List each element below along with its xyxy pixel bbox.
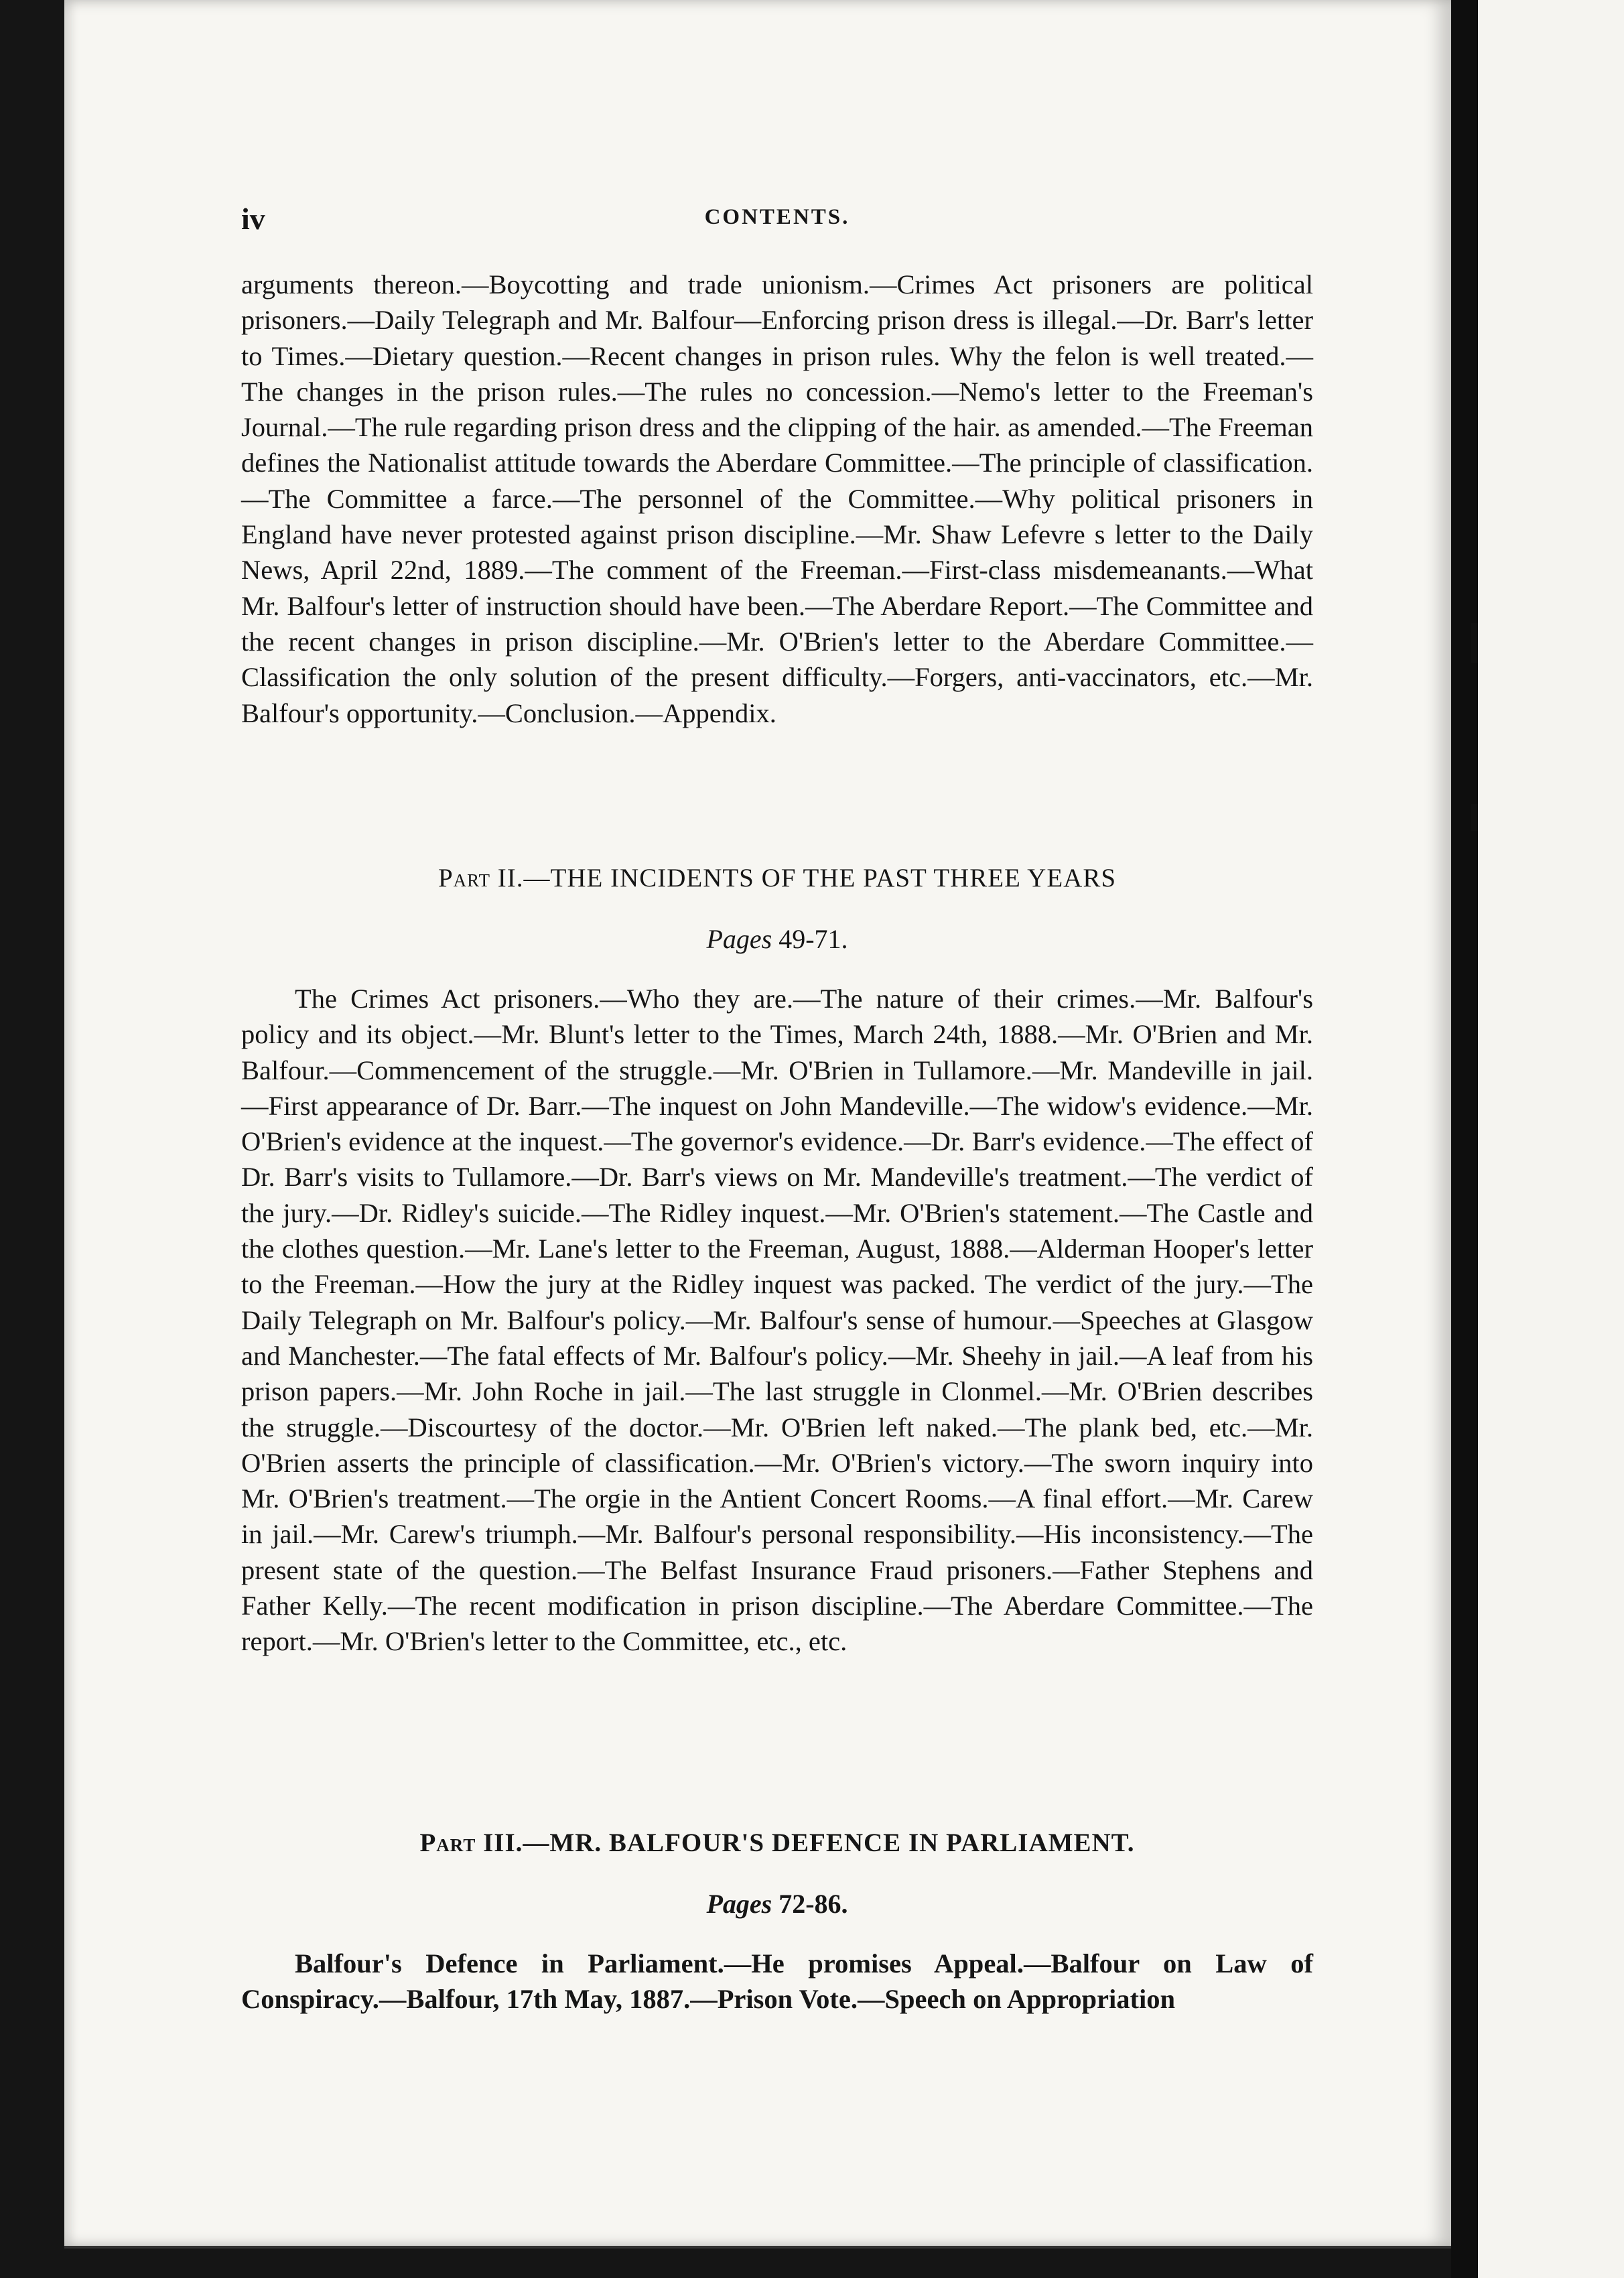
part1-continuation-paragraph: arguments thereon.—Boycotting and trade unionism.—Crimes Act prisoners are political prisoners.—Daily Telegraph and Mr. Balfour—Enforcing prison dress is illegal.—Dr. Barr's letter to Times.—Dietary question.—Recent changes in prison rules. Why the felon is well treated.—The changes in the prison rules.—The rules no concession.—Nemo's letter to the Freeman's Journal.—The rule regarding prison dress and the clipping of the hair. as amended.—The Freeman defines the Nationalist attitude towards the Aberdare Committee.—The principle of classification.—The Committee a farce.—The personnel of the Committee.—Why political prisoners in England have never protested against prison discipline.—Mr. Shaw Lefevre s letter to the Daily News, April 22nd, 1889.—The comment of the Freeman.—First-class misdemeanants.—What Mr. Balfour's letter of instruction should have been.—The Aberdare Report.—The Committee and the recent changes in prison discipline.—Mr. O'Brien's letter to the Aberdare Committee.—Classification the only solution of the present difficulty.—Forgers, anti-vaccinators, etc.—Mr. Balfour's opportunity.—Conclusion.—Appendix.: [241, 269, 1313, 728]
part2-paragraph: The Crimes Act prisoners.—Who they are.—The nature of their crimes.—Mr. Balfour's policy and its object.—Mr. Blunt's letter to the Times, March 24th, 1888.—Mr. O'Brien and Mr. Balfour.—Commencement of the struggle.—Mr. O'Brien in Tullamore.—Mr. Mandeville in jail.—First appearance of Dr. Barr.—The inquest on John Mandeville.—The widow's evidence.—Mr. O'Brien's evidence at the inquest.—The governor's evidence.—Dr. Barr's evidence.—The effect of Dr. Barr's visits to Tullamore.—Dr. Barr's views on Mr. Mandeville's treatment.—The verdict of the jury.—Dr. Ridley's suicide.—The Ridley inquest.—Mr. O'Brien's statement.—The Castle and the clothes question.—Mr. Lane's letter to the Freeman, August, 1888.—Alderman Hooper's letter to the Freeman.—How the jury at the Ridley inquest was packed. The verdict of the jury.—The Daily Telegraph on Mr. Balfour's policy.—Mr. Balfour's sense of humour.—Speeches at Glasgow and Manchester.—The fatal effects of Mr. Balfour's policy.—Mr. Sheehy in jail.—A leaf from his prison papers.—Mr. John Roche in jail.—The last struggle in Clonmel.—Mr. O'Brien describes the struggle.—Discourtesy of the doctor.—Mr. O'Brien left naked.—The plank bed, etc.—Mr. O'Brien asserts the principle of classification.—Mr. O'Brien's victory.—The sworn inquiry into Mr. O'Brien's treatment.—The orgie in the Antient Concert Rooms.—A final effort.—Mr. Carew in jail.—Mr. Carew's triumph.—Mr. Balfour's personal responsibility.—His inconsistency.—The present state of the question.—The Belfast Insurance Fraud prisoners.—Father Stephens and Father Kelly.—The recent modification in prison discipline.—The Aberdare Committee.—The report.—Mr. O'Brien's letter to the Committee, etc., etc.: [241, 984, 1313, 1657]
page-gutter: [1451, 0, 1478, 2278]
page-edge-mark: [1471, 804, 1478, 831]
part2-heading-title: —THE INCIDENTS OF THE PAST THREE YEARS: [523, 864, 1117, 892]
part3-pages-label: Pages: [706, 1889, 772, 1919]
part3-pages-range: 72-86.: [779, 1889, 848, 1919]
facing-page-edge: [1478, 0, 1624, 2278]
running-title: CONTENTS.: [704, 205, 850, 229]
part2-pages-range: 49-71.: [779, 924, 848, 954]
part3-heading: [241, 1828, 1313, 1858]
part2-pages: [241, 923, 1313, 955]
part2-pages-label: Pages: [706, 924, 772, 954]
part2-heading: [241, 863, 1313, 893]
running-head: [241, 201, 1313, 241]
part3-paragraph: Balfour's Defence in Parliament.—He promises Appeal.—Balfour on Law of Conspiracy.—Balfour, 17th May, 1887.—Prison Vote.—Speech on Appropriation: [241, 1948, 1313, 2015]
part3-heading-title: —MR. BALFOUR'S DEFENCE IN PARLIAMENT.: [523, 1828, 1135, 1857]
page-number: iv: [241, 202, 265, 236]
part3-pages: [241, 1888, 1313, 1920]
part2-heading-number: Part II.: [437, 864, 524, 892]
page-edge-mark: [1471, 623, 1478, 663]
part3-heading-number: Part III.: [419, 1828, 523, 1857]
